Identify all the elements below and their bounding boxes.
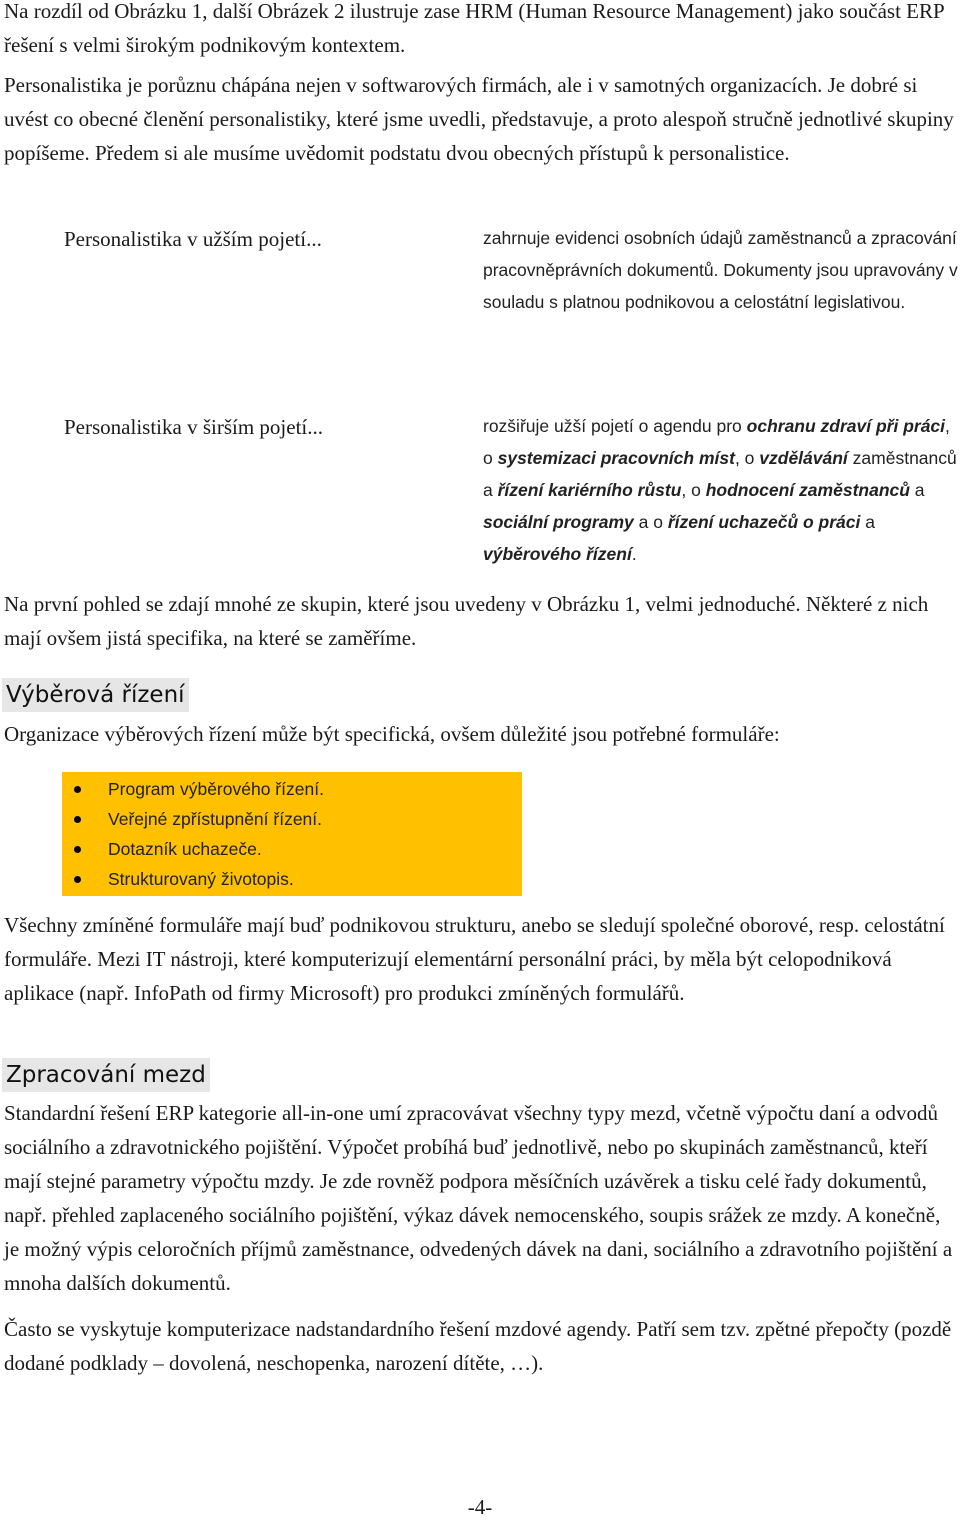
bullet-icon: [74, 876, 81, 883]
definition-term-label: Personalistika v širším pojetí: [64, 415, 308, 439]
forms-list-box: [62, 772, 522, 896]
desc-emphasis: systemizaci pracovních míst: [497, 448, 735, 468]
desc-part: .: [631, 544, 637, 564]
desc-part: zaměstnanců a: [483, 448, 957, 500]
section-heading-vyberova-rizeni: Výběrová řízení: [2, 678, 189, 712]
list-item-label: Dotazník uchazeče.: [108, 839, 262, 859]
desc-part: a: [860, 512, 875, 532]
definition-term: [64, 222, 322, 256]
desc-emphasis: řízení uchazečů o práci: [667, 512, 861, 532]
desc-emphasis: hodnocení zaměstnanců: [705, 480, 910, 500]
section-heading-zpracovani-mezd: Zpracování mezd: [2, 1058, 210, 1092]
desc-emphasis: vzdělávání: [759, 448, 848, 468]
section2-paragraph-1: Standardní řešení ERP kategorie all-in-one umí zpracovávat všechny typy mezd, včetně výpočtu daní a odvodů sociálního a zdravotnického pojištění. Výpočet probíhá buď jednotlivě, nebo po skupinách zaměstnanců, kteří mají stejné parametry výpočtu mzdy. Je zde rovněž podpora měsíčních uzávěrek a tisku celé řady dokumentů, např. přehled zaplaceného sociálního pojištění, výkaz dávek nemocenského, soupis srážek ze mzdy. A konečně, je možný výpis celoročních příjmů zaměstnance, odvedených dávek na dani, sociálního a zdravotního pojištění a mnoha dalších dokumentů.: [4, 1101, 953, 1295]
bullet-icon: [74, 846, 81, 853]
list-item: [62, 774, 522, 804]
section1-lead: Organizace výběrových řízení může být specifická, ovšem důležité jsou potřebné formuláře:: [4, 722, 780, 746]
list-item-label: Strukturovaný životopis.: [108, 869, 294, 889]
definition-description: [483, 410, 958, 570]
desc-part: , o: [681, 480, 706, 500]
definition-description: zahrnuje evidenci osobních údajů zaměstnanců a zpracování pracovněprávních dokumentů. Dokumenty jsou upravovány v souladu s platnou podnikovou a celostátní legislativou.: [483, 228, 958, 312]
definition-term-label: Personalistika v užším pojetí: [64, 227, 307, 251]
intro-paragraph-1: Na rozdíl od Obrázku 1, další Obrázek 2 ilustruje zase HRM (Human Resource Management) jako součást ERP řešení s velmi širokým podnikovým kontextem.: [4, 0, 944, 57]
definition-term-dots: ...: [306, 227, 322, 251]
intro: [4, 0, 956, 170]
definition-term-dots: ...: [307, 415, 323, 439]
desc-emphasis: sociální programy: [483, 512, 634, 532]
desc-part: , o: [483, 416, 950, 468]
after-definitions-paragraph: Na první pohled se zdají mnohé ze skupin, které jsou uvedeny v Obrázku 1, velmi jednoduché. Některé z nich mají ovšem jistá specifika, na které se zaměříme.: [4, 592, 929, 650]
list-item-label: Program výběrového řízení.: [108, 779, 324, 799]
desc-emphasis: výběrového řízení: [483, 544, 632, 564]
definition-term: [64, 410, 323, 444]
intro-paragraph-2: Personalistika je porůznu chápána nejen v softwarových firmách, ale i v samotných organizacích. Je dobré si uvést co obecné členění personalistiky, které jsme uvedli, představuje, a proto alespoň stručně jednotlivé skupiny popíšeme. Předem si ale musíme uvědomit podstatu dvou obecných přístupů k personalistice.: [4, 73, 954, 165]
page-number: -4-: [467, 1495, 493, 1519]
section1-after-paragraph: Všechny zmíněné formuláře mají buď podnikovou strukturu, anebo se sledují společné oborové, resp. celostátní formuláře. Mezi IT nástroji, které komputerizují elementární personální práci, by měla být celopodniková aplikace (např. InfoPath od firmy Microsoft) pro produkci zmíněných formulářů.: [4, 913, 945, 1005]
desc-emphasis: ochranu zdraví při práci: [746, 416, 946, 436]
desc-emphasis: řízení kariérního růstu: [497, 480, 682, 500]
list-item: [62, 834, 522, 864]
list-item: [62, 864, 522, 894]
desc-part: rozšiřuje užší pojetí o agendu pro: [483, 416, 747, 436]
bullet-icon: [74, 786, 81, 793]
definition-narrow: [0, 222, 960, 362]
bullet-icon: [74, 816, 81, 823]
section2-body: [4, 1096, 956, 1380]
desc-part: a o: [633, 512, 668, 532]
definition-broad: [0, 410, 960, 575]
list-item: [62, 804, 522, 834]
section2-paragraph-2: Často se vyskytuje komputerizace nadstandardního řešení mzdové agendy. Patří sem tzv. zpětné přepočty (pozdě dodané podklady – dovolená, neschopenka, narození dítěte, …).: [4, 1317, 952, 1375]
forms-list: [62, 772, 522, 894]
desc-part: , o: [734, 448, 760, 468]
desc-part: a: [909, 480, 925, 500]
list-item-label: Veřejné zpřístupnění řízení.: [108, 809, 323, 829]
